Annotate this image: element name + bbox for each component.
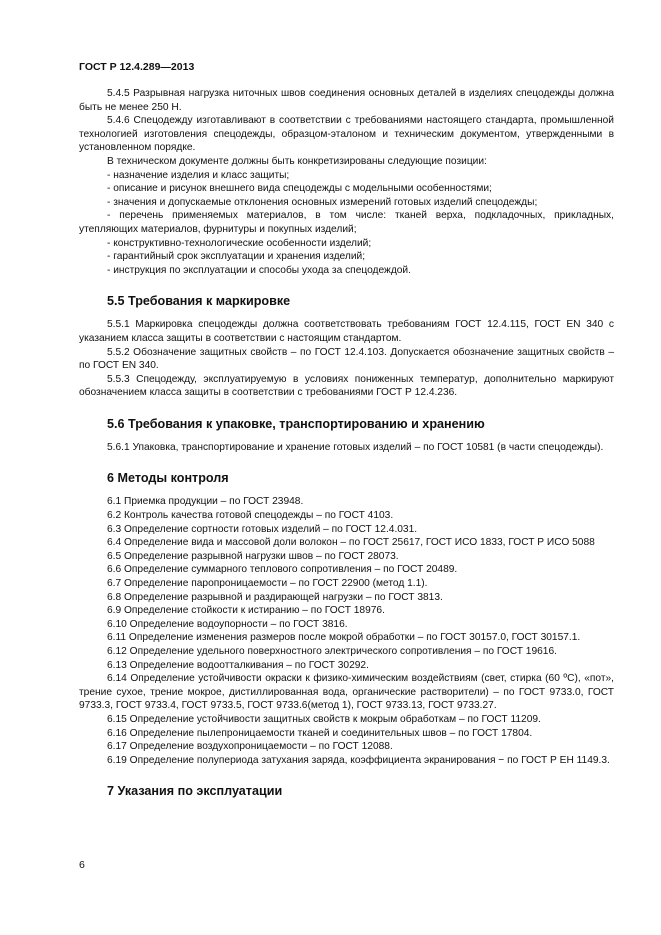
paragraph: 6.8 Определение разрывной и раздирающей нагрузки – по ГОСТ 3813.: [107, 591, 443, 603]
paragraph: 6.3 Определение сортности готовых изделий – по ГОСТ 12.4.031.: [107, 523, 418, 535]
paragraph: 6.1 Приемка продукции – по ГОСТ 23948.: [107, 496, 304, 508]
paragraph: 6.15 Определение устойчивости защитных свойств к мокрым обработкам – по ГОСТ 11209.: [107, 713, 541, 725]
paragraph: 5.5.1 Маркировка спецодежды должна соответствовать требованиям ГОСТ 12.4.115, ГОСТ EN 340 с указанием класса защиты в соответствии с настоящим стандартом.: [79, 319, 614, 344]
section-6-text: [79, 495, 614, 767]
paragraph: - инструкция по эксплуатации и способы ухода за спецодеждой.: [107, 264, 411, 276]
paragraph: - гарантийный срок эксплуатации и хранения изделий;: [107, 251, 366, 263]
section-5-6-text: [79, 441, 614, 455]
heading-7: 7 Указания по эксплуатации: [107, 784, 283, 799]
paragraph: 6.11 Определение изменения размеров после мокрой обработки – по ГОСТ 30157.0, ГОСТ 30157.1.: [107, 632, 581, 644]
paragraph: 5.6.1 Упаковка, транспортирование и хранение готовых изделий – по ГОСТ 10581 (в части спецодежды).: [107, 441, 604, 453]
paragraph: 6.16 Определение пылепроницаемости тканей и соединительных швов – по ГОСТ 17804.: [107, 727, 533, 739]
paragraph: 6.4 Определение вида и массовой доли волокон – по ГОСТ 25617, ГОСТ ИСО 1833, ГОСТ Р ИСО 5088: [107, 537, 595, 549]
paragraph: В техническом документе должны быть конкретизированы следующие позиции:: [107, 155, 487, 167]
document-header: ГОСТ Р 12.4.289—2013: [79, 61, 195, 73]
paragraph: - перечень применяемых материалов, в том числе: тканей верха, подкладочных, прикладных, утепляющих материалов, фурнитуры и покупных изделий;: [79, 210, 614, 235]
document-body: [79, 87, 614, 799]
paragraph: - описание и рисунок внешнего вида спецодежды с модельными особенностями;: [107, 183, 492, 195]
paragraph: 6.7 Определение паропроницаемости – по ГОСТ 22900 (метод 1.1).: [107, 578, 428, 590]
paragraph: 6.9 Определение стойкости к истиранию – по ГОСТ 18976.: [107, 605, 385, 617]
paragraph: 6.17 Определение воздухопроницаемости – по ГОСТ 12088.: [107, 741, 393, 753]
paragraph: 6.14 Определение устойчивости окраски к физико-химическим воздействиям (свет, стирка (60 ºС), «пот», трение сухое, трение мокрое, дистиллированная вода, органические растворители) – по ГОСТ 9733.0, ГОСТ 9733.3, ГОСТ 9733.4, ГОСТ 9733.5, ГОСТ 9733.6(метод 1), ГОСТ 9733.13, ГОСТ 9733.27.: [79, 673, 614, 712]
section-5-5-text: [79, 318, 614, 400]
paragraph: 5.5.2 Обозначение защитных свойств – по ГОСТ 12.4.103. Допускается обозначение защитных свойств – по ГОСТ EN 340.: [79, 346, 614, 372]
paragraph: 6.12 Определение удельного поверхностного электрического сопротивления – по ГОСТ 19616.: [107, 646, 557, 657]
heading-6: 6 Методы контроля: [107, 471, 229, 486]
paragraph: 6.2 Контроль качества готовой спецодежды – по ГОСТ 4103.: [107, 510, 394, 522]
heading-5-6: 5.6 Требования к упаковке, транспортированию и хранению: [107, 416, 485, 431]
page-number: 6: [79, 859, 85, 871]
heading-5-5: 5.5 Требования к маркировке: [107, 294, 291, 309]
paragraph: 5.4.5 Разрывная нагрузка ниточных швов соединения основных деталей в изделиях спецодежды должна быть не менее 250 Н.: [79, 88, 614, 113]
paragraph: 5.4.6 Спецодежду изготавливают в соответствии с требованиями настоящего стандарта, промышленной технологией изготовления спецодежды, образцом-эталоном и техническим документом, утвержденными в установленном порядке.: [79, 115, 614, 154]
paragraph: 6.19 Определение полупериода затухания заряда, коэффициента экранирования − по ГОСТ Р ЕН 1149.3.: [107, 754, 610, 766]
paragraph: 5.5.3 Спецодежду, эксплуатируемую в условиях пониженных температур, дополнительно маркируют обозначением класса защиты в соответствии с требованиями ГОСТ Р 12.4.236.: [79, 373, 614, 399]
paragraph: 6.10 Определение водоупорности – по ГОСТ 3816.: [107, 618, 348, 630]
section-5-4-text: [79, 87, 614, 277]
paragraph: 6.5 Определение разрывной нагрузки швов – по ГОСТ 28073.: [107, 550, 399, 562]
paragraph: - конструктивно-технологические особенности изделий;: [107, 237, 372, 249]
paragraph: - назначение изделия и класс защиты;: [107, 169, 290, 181]
paragraph: - значения и допускаемые отклонения основных измерений готовых изделий спецодежды;: [107, 196, 538, 208]
paragraph: 6.13 Определение водоотталкивания – по ГОСТ 30292.: [107, 659, 369, 671]
paragraph: 6.6 Определение суммарного теплового сопротивления – по ГОСТ 20489.: [107, 564, 458, 576]
